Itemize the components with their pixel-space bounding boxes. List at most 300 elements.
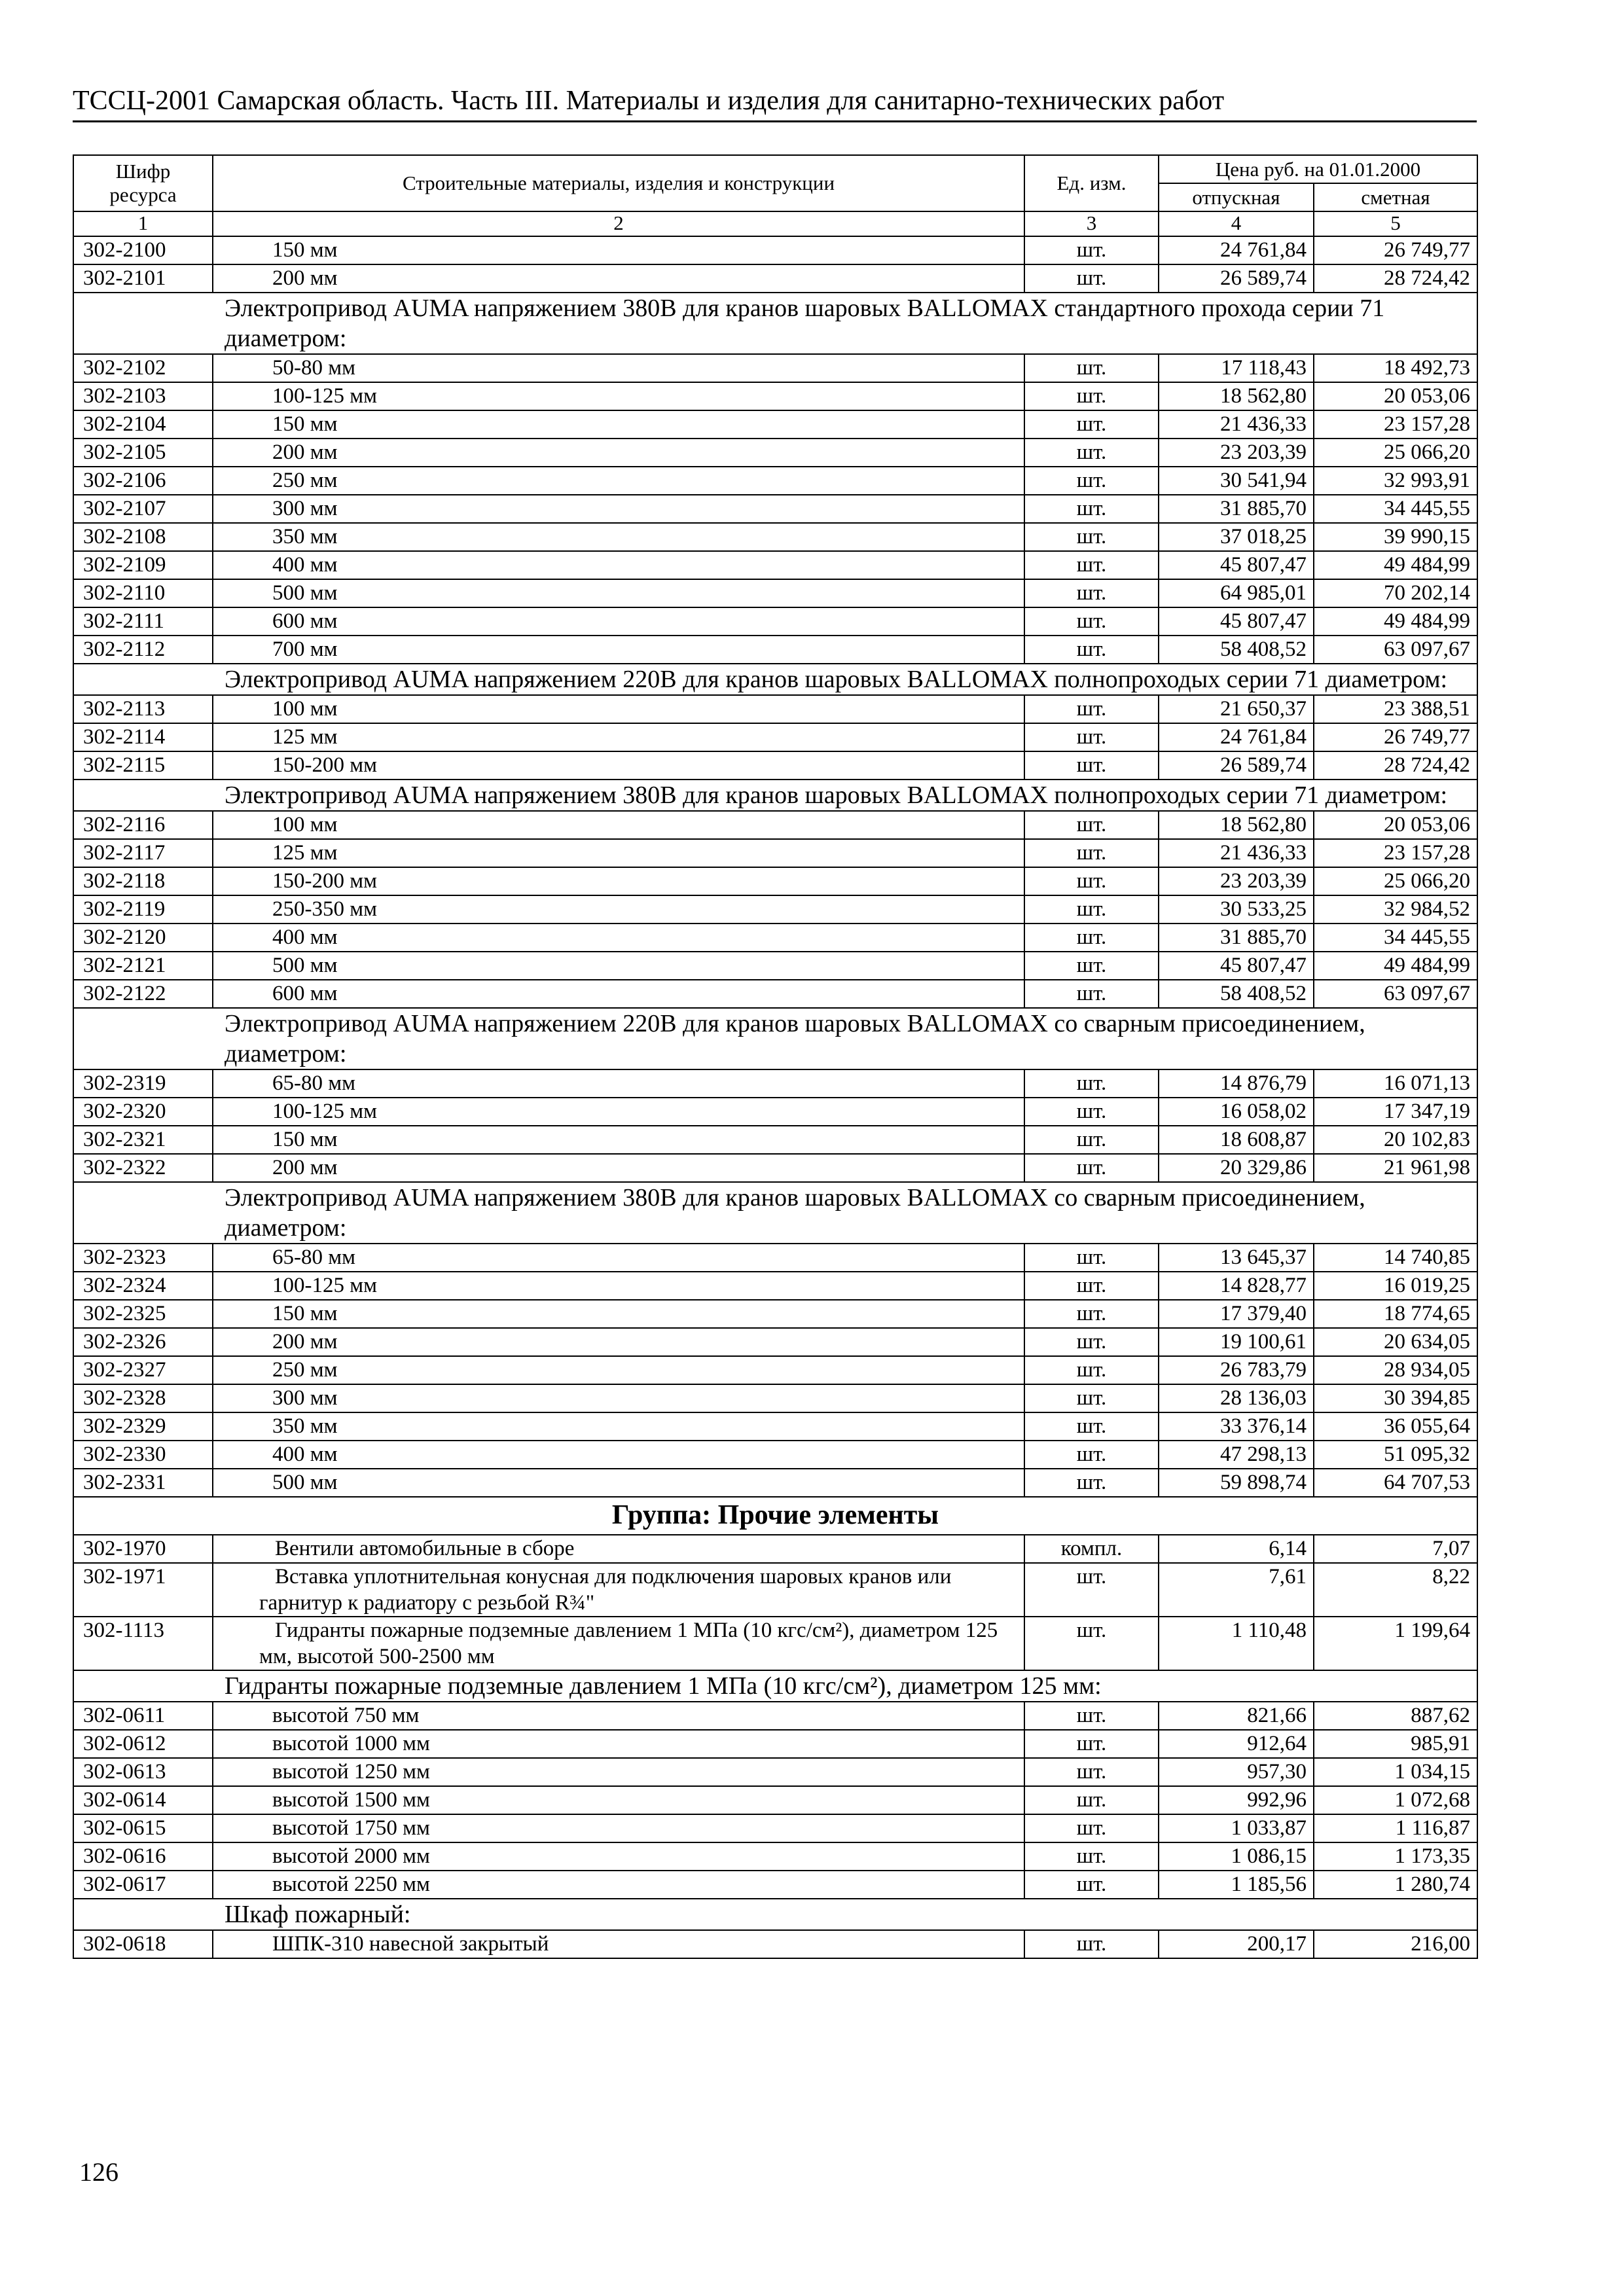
release-price: 1 086,15 [1159, 1842, 1314, 1871]
material-name: высотой 1250 мм [213, 1758, 1024, 1786]
material-name: Гидранты пожарные подземные давлением 1 МПа (10 кгс/см²), диаметром 125 мм, высотой 500-2500 мм [213, 1617, 1024, 1670]
material-name: Вентили автомобильные в сборе [213, 1535, 1024, 1563]
resource-code: 302-0617 [73, 1871, 213, 1899]
estimate-price: 16 071,13 [1314, 1069, 1477, 1098]
table-row [73, 1617, 1477, 1670]
table-body [73, 236, 1477, 1958]
release-price: 1 110,48 [1159, 1617, 1314, 1670]
resource-code: 302-2115 [73, 751, 213, 780]
resource-code: 302-2108 [73, 523, 213, 551]
unit: шт. [1024, 924, 1159, 952]
material-name: ШПК-310 навесной закрытый [213, 1930, 1024, 1958]
estimate-price: 49 484,99 [1314, 952, 1477, 980]
material-name: 100-125 мм [213, 382, 1024, 410]
resource-code: 302-0615 [73, 1814, 213, 1842]
unit: шт. [1024, 1412, 1159, 1441]
release-price: 58 408,52 [1159, 636, 1314, 664]
unit: шт. [1024, 636, 1159, 664]
unit: шт. [1024, 1244, 1159, 1272]
resource-code: 302-2105 [73, 439, 213, 467]
table-row [73, 607, 1477, 636]
unit: шт. [1024, 1441, 1159, 1469]
resource-code: 302-2102 [73, 354, 213, 382]
table-row [73, 1356, 1477, 1384]
unit: шт. [1024, 1814, 1159, 1842]
table-row [73, 952, 1477, 980]
unit: шт. [1024, 1930, 1159, 1958]
estimate-price: 63 097,67 [1314, 980, 1477, 1008]
unit: шт. [1024, 895, 1159, 924]
table-row [73, 1328, 1477, 1356]
resource-code: 302-2122 [73, 980, 213, 1008]
release-price: 6,14 [1159, 1535, 1314, 1563]
table-subheading-row [73, 1008, 1477, 1069]
unit: шт. [1024, 1469, 1159, 1497]
table-row [73, 811, 1477, 839]
table-subheading-row [73, 780, 1477, 811]
unit: шт. [1024, 439, 1159, 467]
unit: шт. [1024, 980, 1159, 1008]
table-row [73, 1469, 1477, 1497]
material-name: 500 мм [213, 1469, 1024, 1497]
group-title: Группа: Прочие элементы [73, 1497, 1477, 1535]
table-row [73, 751, 1477, 780]
release-price: 26 589,74 [1159, 751, 1314, 780]
header-estimate-price: сметная [1314, 183, 1477, 211]
estimate-price: 16 019,25 [1314, 1272, 1477, 1300]
estimate-price: 23 157,28 [1314, 839, 1477, 867]
unit: шт. [1024, 695, 1159, 723]
header-code: Шифр ресурса [73, 155, 213, 211]
column-number: 5 [1314, 211, 1477, 236]
release-price: 26 589,74 [1159, 264, 1314, 293]
release-price: 200,17 [1159, 1930, 1314, 1958]
release-price: 28 136,03 [1159, 1384, 1314, 1412]
material-name: 100 мм [213, 695, 1024, 723]
release-price: 18 562,80 [1159, 382, 1314, 410]
table-row [73, 467, 1477, 495]
subheading-title: Шкаф пожарный: [73, 1899, 1477, 1930]
price-table [73, 154, 1478, 1959]
header-price: Цена руб. на 01.01.2000 [1159, 155, 1477, 183]
table-group-row [73, 1497, 1477, 1535]
material-name: 150 мм [213, 236, 1024, 264]
unit: шт. [1024, 1126, 1159, 1154]
unit: шт. [1024, 1328, 1159, 1356]
table-subheading-row [73, 1182, 1477, 1244]
resource-code: 302-2120 [73, 924, 213, 952]
resource-code: 302-2329 [73, 1412, 213, 1441]
estimate-price: 32 984,52 [1314, 895, 1477, 924]
release-price: 18 608,87 [1159, 1126, 1314, 1154]
table-row [73, 1126, 1477, 1154]
unit: шт. [1024, 839, 1159, 867]
release-price: 45 807,47 [1159, 551, 1314, 579]
unit: шт. [1024, 1563, 1159, 1617]
material-name: 125 мм [213, 839, 1024, 867]
material-name: 600 мм [213, 980, 1024, 1008]
estimate-price: 32 993,91 [1314, 467, 1477, 495]
material-name: 65-80 мм [213, 1069, 1024, 1098]
table-row [73, 1786, 1477, 1814]
resource-code: 302-2121 [73, 952, 213, 980]
estimate-price: 36 055,64 [1314, 1412, 1477, 1441]
estimate-price: 28 934,05 [1314, 1356, 1477, 1384]
resource-code: 302-2117 [73, 839, 213, 867]
release-price: 30 533,25 [1159, 895, 1314, 924]
table-row [73, 523, 1477, 551]
estimate-price: 25 066,20 [1314, 439, 1477, 467]
table-row [73, 1563, 1477, 1617]
resource-code: 302-0614 [73, 1786, 213, 1814]
estimate-price: 8,22 [1314, 1563, 1477, 1617]
resource-code: 302-2328 [73, 1384, 213, 1412]
resource-code: 302-2323 [73, 1244, 213, 1272]
material-name: 300 мм [213, 495, 1024, 523]
estimate-price: 1 199,64 [1314, 1617, 1477, 1670]
estimate-price: 985,91 [1314, 1730, 1477, 1758]
release-price: 21 436,33 [1159, 410, 1314, 439]
release-price: 30 541,94 [1159, 467, 1314, 495]
header-unit: Ед. изм. [1024, 155, 1159, 211]
estimate-price: 7,07 [1314, 1535, 1477, 1563]
material-name: 250 мм [213, 467, 1024, 495]
table-row [73, 1098, 1477, 1126]
table-row [73, 867, 1477, 895]
release-price: 17 379,40 [1159, 1300, 1314, 1328]
resource-code: 302-2327 [73, 1356, 213, 1384]
material-name: 150-200 мм [213, 751, 1024, 780]
release-price: 37 018,25 [1159, 523, 1314, 551]
table-row [73, 1535, 1477, 1563]
header-release-price: отпускная [1159, 183, 1314, 211]
table-row [73, 1300, 1477, 1328]
material-name: 100 мм [213, 811, 1024, 839]
material-name: 150 мм [213, 1300, 1024, 1328]
unit: шт. [1024, 1384, 1159, 1412]
header-name: Строительные материалы, изделия и конструкции [213, 155, 1024, 211]
release-price: 64 985,01 [1159, 579, 1314, 607]
subheading-title: Электропривод AUMA напряжением 380В для кранов шаровых BALLOMAX стандартного прохода серии 71 диаметром: [73, 293, 1477, 354]
estimate-price: 70 202,14 [1314, 579, 1477, 607]
resource-code: 302-2321 [73, 1126, 213, 1154]
release-price: 17 118,43 [1159, 354, 1314, 382]
table-subheading-row [73, 664, 1477, 695]
unit: шт. [1024, 264, 1159, 293]
material-name: 65-80 мм [213, 1244, 1024, 1272]
resource-code: 302-2114 [73, 723, 213, 751]
material-name: 250-350 мм [213, 895, 1024, 924]
estimate-price: 23 388,51 [1314, 695, 1477, 723]
release-price: 912,64 [1159, 1730, 1314, 1758]
unit: шт. [1024, 495, 1159, 523]
release-price: 47 298,13 [1159, 1441, 1314, 1469]
material-name: 150 мм [213, 410, 1024, 439]
table-row [73, 895, 1477, 924]
resource-code: 302-1970 [73, 1535, 213, 1563]
table-row [73, 1814, 1477, 1842]
unit: шт. [1024, 1069, 1159, 1098]
resource-code: 302-2119 [73, 895, 213, 924]
resource-code: 302-2118 [73, 867, 213, 895]
resource-code: 302-2331 [73, 1469, 213, 1497]
unit: шт. [1024, 467, 1159, 495]
resource-code: 302-2319 [73, 1069, 213, 1098]
release-price: 31 885,70 [1159, 924, 1314, 952]
material-name: 500 мм [213, 579, 1024, 607]
estimate-price: 1 034,15 [1314, 1758, 1477, 1786]
material-name: 400 мм [213, 1441, 1024, 1469]
unit: шт. [1024, 751, 1159, 780]
table-row [73, 264, 1477, 293]
table-row [73, 579, 1477, 607]
release-price: 14 828,77 [1159, 1272, 1314, 1300]
release-price: 18 562,80 [1159, 811, 1314, 839]
material-name: 200 мм [213, 1328, 1024, 1356]
subheading-title: Электропривод AUMA напряжением 220В для кранов шаровых BALLOMAX со сварным присоединением, диаметром: [73, 1008, 1477, 1069]
resource-code: 302-2330 [73, 1441, 213, 1469]
table-row [73, 1412, 1477, 1441]
table-row [73, 1730, 1477, 1758]
resource-code: 302-2101 [73, 264, 213, 293]
estimate-price: 18 492,73 [1314, 354, 1477, 382]
release-price: 992,96 [1159, 1786, 1314, 1814]
estimate-price: 51 095,32 [1314, 1441, 1477, 1469]
resource-code: 302-2322 [73, 1154, 213, 1182]
material-name: 200 мм [213, 1154, 1024, 1182]
release-price: 16 058,02 [1159, 1098, 1314, 1126]
release-price: 24 761,84 [1159, 723, 1314, 751]
resource-code: 302-1113 [73, 1617, 213, 1670]
release-price: 821,66 [1159, 1702, 1314, 1730]
table-row [73, 636, 1477, 664]
subheading-title: Электропривод AUMA напряжением 220В для кранов шаровых BALLOMAX полнопроходых серии 71 диаметром: [73, 664, 1477, 695]
material-name: высотой 1750 мм [213, 1814, 1024, 1842]
estimate-price: 26 749,77 [1314, 723, 1477, 751]
release-price: 13 645,37 [1159, 1244, 1314, 1272]
release-price: 45 807,47 [1159, 607, 1314, 636]
unit: шт. [1024, 410, 1159, 439]
material-name: 600 мм [213, 607, 1024, 636]
release-price: 19 100,61 [1159, 1328, 1314, 1356]
table-row [73, 1384, 1477, 1412]
material-name: высотой 1000 мм [213, 1730, 1024, 1758]
release-price: 21 650,37 [1159, 695, 1314, 723]
resource-code: 302-0611 [73, 1702, 213, 1730]
table-row [73, 1871, 1477, 1899]
unit: шт. [1024, 1758, 1159, 1786]
release-price: 21 436,33 [1159, 839, 1314, 867]
table-row [73, 1272, 1477, 1300]
estimate-price: 887,62 [1314, 1702, 1477, 1730]
unit: шт. [1024, 811, 1159, 839]
unit: шт. [1024, 1730, 1159, 1758]
resource-code: 302-2100 [73, 236, 213, 264]
resource-code: 302-0616 [73, 1842, 213, 1871]
material-name: высотой 750 мм [213, 1702, 1024, 1730]
estimate-price: 20 053,06 [1314, 811, 1477, 839]
table-row [73, 1244, 1477, 1272]
column-number: 2 [213, 211, 1024, 236]
resource-code: 302-2104 [73, 410, 213, 439]
table-row [73, 551, 1477, 579]
unit: шт. [1024, 867, 1159, 895]
material-name: 250 мм [213, 1356, 1024, 1384]
release-price: 24 761,84 [1159, 236, 1314, 264]
estimate-price: 49 484,99 [1314, 551, 1477, 579]
release-price: 1 033,87 [1159, 1814, 1314, 1842]
unit: шт. [1024, 551, 1159, 579]
estimate-price: 25 066,20 [1314, 867, 1477, 895]
estimate-price: 28 724,42 [1314, 264, 1477, 293]
table-row [73, 1758, 1477, 1786]
unit: шт. [1024, 1356, 1159, 1384]
material-name: 300 мм [213, 1384, 1024, 1412]
estimate-price: 17 347,19 [1314, 1098, 1477, 1126]
release-price: 23 203,39 [1159, 439, 1314, 467]
estimate-price: 1 072,68 [1314, 1786, 1477, 1814]
material-name: 50-80 мм [213, 354, 1024, 382]
unit: шт. [1024, 1842, 1159, 1871]
unit: шт. [1024, 1098, 1159, 1126]
table-row [73, 1441, 1477, 1469]
unit: шт. [1024, 523, 1159, 551]
resource-code: 302-2106 [73, 467, 213, 495]
estimate-price: 20 102,83 [1314, 1126, 1477, 1154]
estimate-price: 28 724,42 [1314, 751, 1477, 780]
subheading-title: Электропривод AUMA напряжением 380В для кранов шаровых BALLOMAX со сварным присоединением, диаметром: [73, 1182, 1477, 1244]
release-price: 14 876,79 [1159, 1069, 1314, 1098]
resource-code: 302-2116 [73, 811, 213, 839]
resource-code: 302-2324 [73, 1272, 213, 1300]
release-price: 7,61 [1159, 1563, 1314, 1617]
material-name: 700 мм [213, 636, 1024, 664]
estimate-price: 30 394,85 [1314, 1384, 1477, 1412]
release-price: 1 185,56 [1159, 1871, 1314, 1899]
unit: шт. [1024, 1617, 1159, 1670]
unit: шт. [1024, 1786, 1159, 1814]
release-price: 23 203,39 [1159, 867, 1314, 895]
table-subheading-row [73, 1670, 1477, 1702]
unit: шт. [1024, 1871, 1159, 1899]
table-row [73, 695, 1477, 723]
release-price: 58 408,52 [1159, 980, 1314, 1008]
table-row [73, 1842, 1477, 1871]
table-row [73, 495, 1477, 523]
release-price: 20 329,86 [1159, 1154, 1314, 1182]
table-row [73, 1702, 1477, 1730]
material-name: 400 мм [213, 924, 1024, 952]
material-name: 100-125 мм [213, 1098, 1024, 1126]
unit: шт. [1024, 236, 1159, 264]
table-row [73, 1069, 1477, 1098]
estimate-price: 34 445,55 [1314, 495, 1477, 523]
column-number: 4 [1159, 211, 1314, 236]
table-subheading-row [73, 293, 1477, 354]
estimate-price: 63 097,67 [1314, 636, 1477, 664]
estimate-price: 64 707,53 [1314, 1469, 1477, 1497]
table-row [73, 236, 1477, 264]
resource-code: 302-0618 [73, 1930, 213, 1958]
release-price: 59 898,74 [1159, 1469, 1314, 1497]
estimate-price: 216,00 [1314, 1930, 1477, 1958]
unit: шт. [1024, 1300, 1159, 1328]
table-row [73, 980, 1477, 1008]
material-name: 400 мм [213, 551, 1024, 579]
material-name: 150 мм [213, 1126, 1024, 1154]
material-name: высотой 2250 мм [213, 1871, 1024, 1899]
resource-code: 302-2112 [73, 636, 213, 664]
estimate-price: 1 173,35 [1314, 1842, 1477, 1871]
table-row [73, 354, 1477, 382]
resource-code: 302-2103 [73, 382, 213, 410]
table-row [73, 839, 1477, 867]
unit: шт. [1024, 723, 1159, 751]
material-name: Вставка уплотнительная конусная для подключения шаровых кранов или гарнитур к радиатору с резьбой R¾" [213, 1563, 1024, 1617]
subheading-title: Электропривод AUMA напряжением 380В для кранов шаровых BALLOMAX полнопроходых серии 71 диаметром: [73, 780, 1477, 811]
material-name: 200 мм [213, 439, 1024, 467]
table-row [73, 410, 1477, 439]
material-name: высотой 2000 мм [213, 1842, 1024, 1871]
release-price: 31 885,70 [1159, 495, 1314, 523]
resource-code: 302-2113 [73, 695, 213, 723]
estimate-price: 34 445,55 [1314, 924, 1477, 952]
estimate-price: 23 157,28 [1314, 410, 1477, 439]
resource-code: 302-0612 [73, 1730, 213, 1758]
material-name: 150-200 мм [213, 867, 1024, 895]
release-price: 957,30 [1159, 1758, 1314, 1786]
column-number: 1 [73, 211, 213, 236]
resource-code: 302-2325 [73, 1300, 213, 1328]
estimate-price: 14 740,85 [1314, 1244, 1477, 1272]
table-row [73, 1930, 1477, 1958]
unit: шт. [1024, 607, 1159, 636]
table-row [73, 439, 1477, 467]
unit: шт. [1024, 354, 1159, 382]
subheading-title: Гидранты пожарные подземные давлением 1 МПа (10 кгс/см²), диаметром 125 мм: [73, 1670, 1477, 1702]
resource-code: 302-1971 [73, 1563, 213, 1617]
estimate-price: 39 990,15 [1314, 523, 1477, 551]
material-name: 350 мм [213, 1412, 1024, 1441]
unit: шт. [1024, 1702, 1159, 1730]
material-name: 125 мм [213, 723, 1024, 751]
unit: шт. [1024, 579, 1159, 607]
table-subheading-row [73, 1899, 1477, 1930]
estimate-price: 1 280,74 [1314, 1871, 1477, 1899]
resource-code: 302-2111 [73, 607, 213, 636]
material-name: 500 мм [213, 952, 1024, 980]
unit: шт. [1024, 952, 1159, 980]
estimate-price: 49 484,99 [1314, 607, 1477, 636]
estimate-price: 20 634,05 [1314, 1328, 1477, 1356]
material-name: 100-125 мм [213, 1272, 1024, 1300]
unit: шт. [1024, 1154, 1159, 1182]
unit: шт. [1024, 1272, 1159, 1300]
estimate-price: 20 053,06 [1314, 382, 1477, 410]
material-name: 350 мм [213, 523, 1024, 551]
estimate-price: 1 116,87 [1314, 1814, 1477, 1842]
unit: шт. [1024, 382, 1159, 410]
table-row [73, 1154, 1477, 1182]
estimate-price: 26 749,77 [1314, 236, 1477, 264]
column-number: 3 [1024, 211, 1159, 236]
release-price: 26 783,79 [1159, 1356, 1314, 1384]
table-row [73, 723, 1477, 751]
unit: компл. [1024, 1535, 1159, 1563]
release-price: 45 807,47 [1159, 952, 1314, 980]
table-row [73, 382, 1477, 410]
resource-code: 302-2326 [73, 1328, 213, 1356]
